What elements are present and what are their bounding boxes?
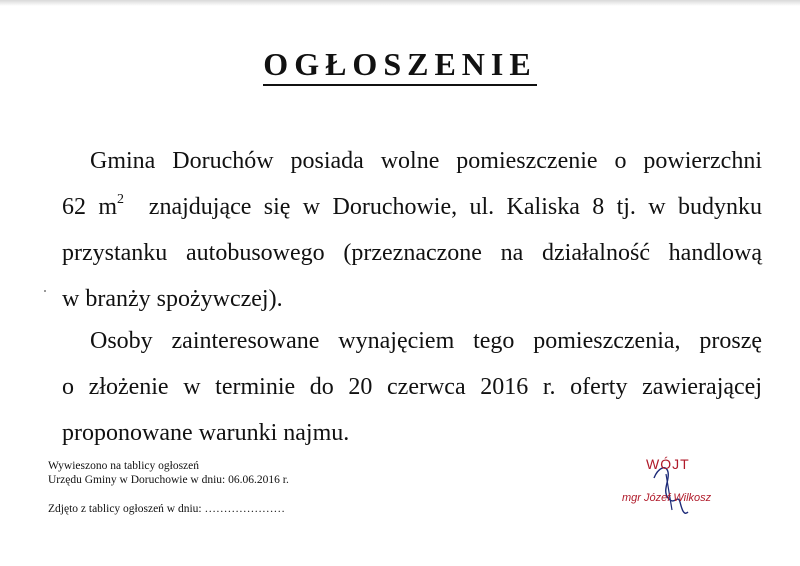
document-title-text: OGŁOSZENIE — [263, 46, 536, 86]
paragraph-2-line-3: proponowane warunki najmu. — [62, 420, 350, 446]
mayor-stamp — [610, 450, 730, 530]
document-title — [0, 46, 800, 83]
paragraph-2 — [62, 318, 762, 456]
paragraph-2-line-1: Osoby zainteresowane wynajęciem tego pomieszczenia, proszę — [90, 328, 762, 354]
stamp-title: WÓJT — [646, 456, 690, 472]
paragraph-1-line-3: przystanku autobusowego (przeznaczone na działalność handlową — [62, 240, 762, 266]
paragraph-1-line-4: w branży spożywczej). — [62, 286, 283, 312]
paragraph-2-line-2: o złożenie w terminie do 20 czerwca 2016 r. oferty zawierającej — [62, 374, 762, 400]
superscript-2: 2 — [117, 192, 125, 207]
scan-speck — [44, 290, 46, 292]
paragraph-1 — [62, 138, 762, 322]
posted-note-line-1: Wywieszono na tablicy ogłoszeń — [48, 460, 199, 472]
posted-note-line-2: Urzędu Gminy w Doruchowie w dniu: 06.06.2016 r. — [48, 474, 289, 486]
paragraph-1-line-2: 62 $m^2$ znajdujące się w Doruchowie, ul. Kaliska 8 tj. w budynku — [62, 192, 763, 220]
scan-edge-shadow — [0, 0, 800, 6]
paragraph-1-line-1: Gmina Doruchów posiada wolne pomieszczenie o powierzchni — [90, 148, 762, 174]
stamp-name: mgr Józef Wilkosz — [622, 492, 712, 504]
removed-note: Zdjęto z tablicy ogłoszeń w dniu: ………………… — [48, 503, 285, 515]
